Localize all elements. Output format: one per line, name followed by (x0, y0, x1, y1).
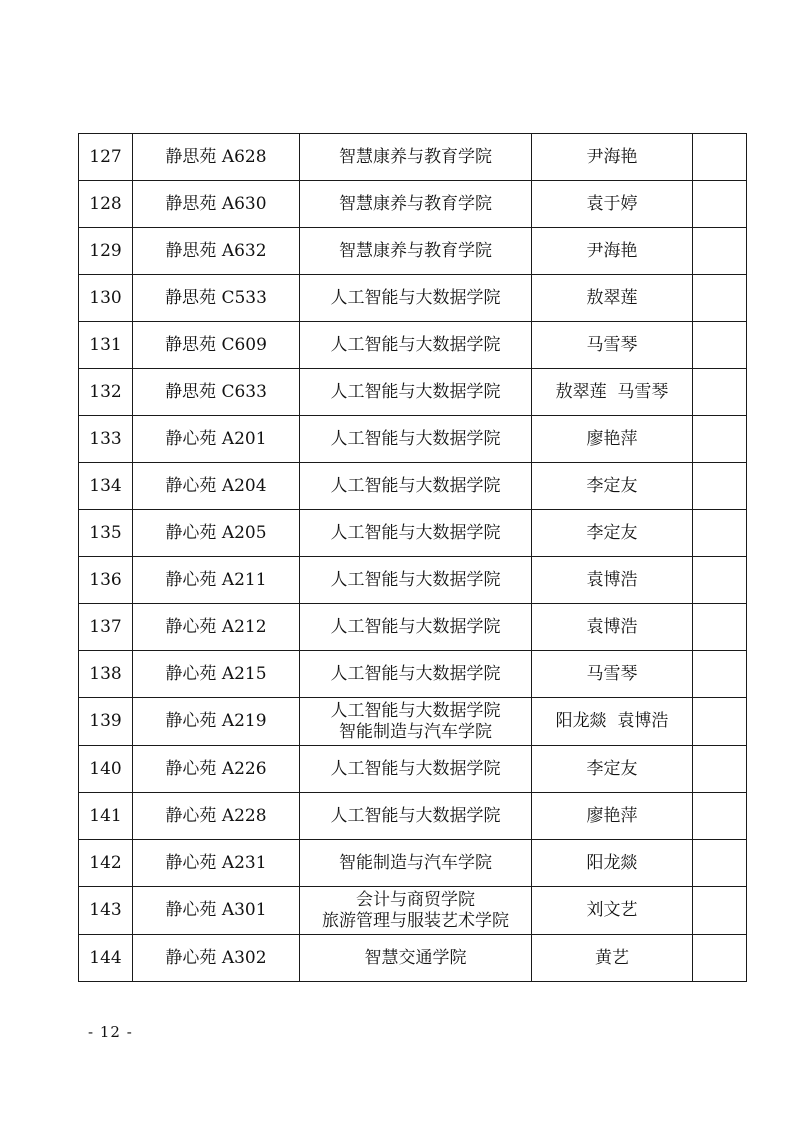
room-cell: 静思苑 A628 (133, 134, 300, 181)
person-cell: 敖翠莲 (532, 275, 693, 322)
room-cell: 静心苑 A228 (133, 793, 300, 840)
table-row (79, 698, 747, 746)
person-cell: 马雪琴 (532, 322, 693, 369)
note-cell (693, 369, 747, 416)
table-row (79, 416, 747, 463)
college-name: 人工智能与大数据学院 (330, 700, 501, 721)
person-cell: 马雪琴 (532, 651, 693, 698)
note-cell (693, 604, 747, 651)
college-cell (300, 935, 532, 982)
row-number-cell: 129 (79, 228, 133, 275)
table-row (79, 181, 747, 228)
row-number-cell: 141 (79, 793, 133, 840)
room-cell: 静心苑 A231 (133, 840, 300, 887)
college-cell (300, 275, 532, 322)
table-row (79, 840, 747, 887)
person-cell: 廖艳萍 (532, 793, 693, 840)
row-number-cell: 131 (79, 322, 133, 369)
college-cell (300, 369, 532, 416)
note-cell (693, 322, 747, 369)
college-cell (300, 228, 532, 275)
college-name: 人工智能与大数据学院 (330, 616, 501, 637)
row-number-cell: 134 (79, 463, 133, 510)
table-row (79, 604, 747, 651)
college-name: 人工智能与大数据学院 (330, 381, 501, 402)
person-cell: 黄艺 (532, 935, 693, 982)
person-cell: 袁博浩 (532, 604, 693, 651)
room-cell: 静心苑 A205 (133, 510, 300, 557)
college-cell (300, 887, 532, 935)
note-cell (693, 698, 747, 746)
row-number-cell: 133 (79, 416, 133, 463)
college-name: 智慧交通学院 (364, 947, 467, 968)
person-cell: 阳龙燚 (532, 840, 693, 887)
row-number-cell: 139 (79, 698, 133, 746)
note-cell (693, 181, 747, 228)
note-cell (693, 935, 747, 982)
college-cell (300, 793, 532, 840)
row-number-cell: 142 (79, 840, 133, 887)
college-name: 智能制造与汽车学院 (339, 852, 492, 873)
college-name: 人工智能与大数据学院 (330, 334, 501, 355)
college-cell (300, 698, 532, 746)
row-number-cell: 135 (79, 510, 133, 557)
table-row (79, 793, 747, 840)
table-row (79, 746, 747, 793)
college-name: 人工智能与大数据学院 (330, 522, 501, 543)
room-cell: 静心苑 A302 (133, 935, 300, 982)
table-body (79, 134, 747, 982)
room-cell: 静思苑 C533 (133, 275, 300, 322)
table-row (79, 510, 747, 557)
college-name: 人工智能与大数据学院 (330, 569, 501, 590)
table-row (79, 463, 747, 510)
note-cell (693, 557, 747, 604)
college-cell (300, 416, 532, 463)
college-cell (300, 746, 532, 793)
room-cell: 静心苑 A226 (133, 746, 300, 793)
room-cell: 静心苑 A211 (133, 557, 300, 604)
college-name: 会计与商贸学院 (356, 889, 475, 910)
room-cell: 静思苑 A632 (133, 228, 300, 275)
row-number-cell: 137 (79, 604, 133, 651)
college-name: 人工智能与大数据学院 (330, 805, 501, 826)
person-cell: 敖翠莲 马雪琴 (532, 369, 693, 416)
table-row (79, 322, 747, 369)
table-row (79, 275, 747, 322)
row-number-cell: 128 (79, 181, 133, 228)
person-cell: 刘文艺 (532, 887, 693, 935)
note-cell (693, 651, 747, 698)
row-number-cell: 127 (79, 134, 133, 181)
room-cell: 静心苑 A204 (133, 463, 300, 510)
note-cell (693, 840, 747, 887)
college-name: 智慧康养与教育学院 (339, 240, 492, 261)
row-number-cell: 144 (79, 935, 133, 982)
row-number-cell: 143 (79, 887, 133, 935)
person-cell: 李定友 (532, 510, 693, 557)
note-cell (693, 275, 747, 322)
college-name: 人工智能与大数据学院 (330, 663, 501, 684)
college-name: 旅游管理与服装艺术学院 (322, 910, 509, 931)
note-cell (693, 416, 747, 463)
room-cell: 静心苑 A212 (133, 604, 300, 651)
table-row (79, 557, 747, 604)
person-cell: 尹海艳 (532, 134, 693, 181)
table-row (79, 651, 747, 698)
person-cell: 尹海艳 (532, 228, 693, 275)
college-cell (300, 322, 532, 369)
note-cell (693, 134, 747, 181)
person-cell: 袁博浩 (532, 557, 693, 604)
page-number: - 12 - (88, 1023, 133, 1041)
person-cell: 阳龙燚 袁博浩 (532, 698, 693, 746)
room-cell: 静心苑 A301 (133, 887, 300, 935)
person-cell: 袁于婷 (532, 181, 693, 228)
note-cell (693, 228, 747, 275)
college-name: 人工智能与大数据学院 (330, 758, 501, 779)
college-name: 人工智能与大数据学院 (330, 475, 501, 496)
table-row (79, 134, 747, 181)
college-name: 人工智能与大数据学院 (330, 428, 501, 449)
college-name: 智能制造与汽车学院 (339, 721, 492, 742)
room-cell: 静心苑 A201 (133, 416, 300, 463)
note-cell (693, 887, 747, 935)
college-cell (300, 134, 532, 181)
college-cell (300, 181, 532, 228)
college-cell (300, 604, 532, 651)
row-number-cell: 140 (79, 746, 133, 793)
table-row (79, 228, 747, 275)
room-cell: 静思苑 C633 (133, 369, 300, 416)
room-cell: 静思苑 A630 (133, 181, 300, 228)
college-name: 智慧康养与教育学院 (339, 193, 492, 214)
note-cell (693, 793, 747, 840)
note-cell (693, 746, 747, 793)
table-row (79, 369, 747, 416)
row-number-cell: 132 (79, 369, 133, 416)
room-cell: 静心苑 A215 (133, 651, 300, 698)
person-cell: 廖艳萍 (532, 416, 693, 463)
college-cell (300, 651, 532, 698)
dormitory-table (78, 133, 747, 982)
person-cell: 李定友 (532, 746, 693, 793)
row-number-cell: 136 (79, 557, 133, 604)
college-cell (300, 840, 532, 887)
row-number-cell: 138 (79, 651, 133, 698)
table-row (79, 935, 747, 982)
note-cell (693, 510, 747, 557)
college-name: 人工智能与大数据学院 (330, 287, 501, 308)
person-cell: 李定友 (532, 463, 693, 510)
room-cell: 静思苑 C609 (133, 322, 300, 369)
note-cell (693, 463, 747, 510)
college-cell (300, 557, 532, 604)
row-number-cell: 130 (79, 275, 133, 322)
room-cell: 静心苑 A219 (133, 698, 300, 746)
college-name: 智慧康养与教育学院 (339, 146, 492, 167)
table-row (79, 887, 747, 935)
college-cell (300, 510, 532, 557)
college-cell (300, 463, 532, 510)
